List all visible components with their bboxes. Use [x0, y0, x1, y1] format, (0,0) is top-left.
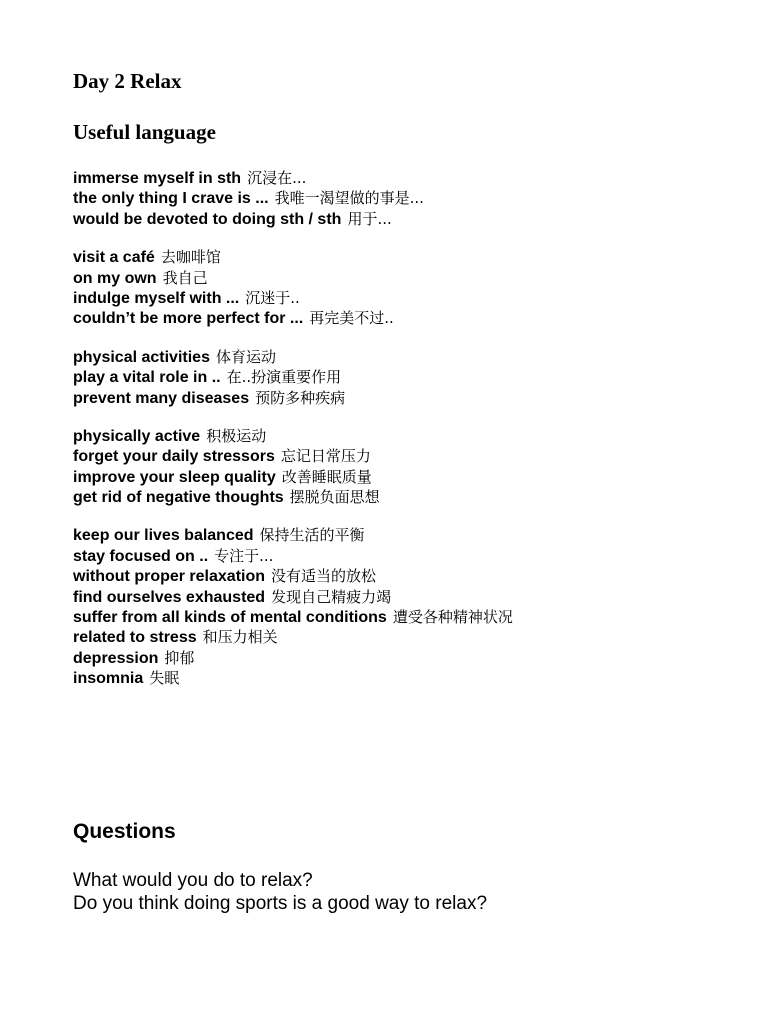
english-phrase: play a vital role in .. [73, 369, 221, 387]
vocabulary-entry [73, 426, 753, 446]
vocabulary-entry [73, 388, 753, 408]
chinese-translation: 沉迷于.. [245, 288, 300, 307]
vocabulary-group [73, 525, 753, 688]
chinese-translation: 预防多种疾病 [255, 388, 346, 407]
chinese-translation: 摆脱负面思想 [289, 488, 380, 507]
chinese-translation: 没有适当的放松 [271, 567, 377, 586]
vocabulary-entry [73, 247, 753, 267]
chinese-translation: 发现自己精疲力竭 [271, 587, 392, 606]
chinese-translation: 积极运动 [206, 426, 267, 445]
english-phrase: depression [73, 649, 159, 667]
vocabulary-entry [73, 648, 753, 668]
english-phrase: keep our lives balanced [73, 527, 254, 545]
vocabulary-entry [73, 347, 753, 367]
vocabulary-entry [73, 487, 753, 507]
english-phrase: insomnia [73, 670, 144, 688]
chinese-translation: 失眠 [149, 669, 180, 688]
english-phrase: forget your daily stressors [73, 448, 275, 466]
chinese-translation: 再完美不过.. [309, 309, 394, 328]
english-phrase: related to stress [73, 629, 197, 647]
questions-list [73, 869, 487, 915]
english-phrase: indulge myself with ... [73, 289, 240, 307]
page-title: Day 2 Relax [73, 69, 182, 93]
english-phrase: physically active [73, 427, 201, 445]
chinese-translation: 改善睡眠质量 [281, 467, 372, 486]
vocabulary-entry [73, 467, 753, 487]
chinese-translation: 在..扮演重要作用 [226, 368, 342, 387]
chinese-translation: 体育运动 [215, 347, 276, 366]
english-phrase: get rid of negative thoughts [73, 489, 284, 507]
english-phrase: prevent many diseases [73, 389, 250, 407]
vocabulary-entry [73, 209, 753, 229]
vocabulary-entry [73, 627, 753, 647]
vocabulary-entry [73, 446, 753, 466]
chinese-translation: 和压力相关 [202, 628, 278, 647]
vocabulary-entry [73, 607, 753, 627]
chinese-translation: 抑郁 [164, 648, 195, 667]
english-phrase: stay focused on .. [73, 547, 209, 565]
english-phrase: on my own [73, 269, 157, 287]
vocabulary-entry [73, 525, 753, 545]
english-phrase: improve your sleep quality [73, 468, 276, 486]
chinese-translation: 遭受各种精神状况 [392, 608, 513, 627]
vocabulary-entry [73, 168, 753, 188]
english-phrase: physical activities [73, 348, 210, 366]
vocabulary-group [73, 426, 753, 508]
section-heading-useful-language: Useful language [73, 120, 216, 144]
question-item: What would you do to relax? [73, 870, 313, 891]
chinese-translation: 忘记日常压力 [280, 447, 371, 466]
english-phrase: immerse myself in sth [73, 170, 242, 187]
vocabulary-entry [73, 288, 753, 308]
chinese-translation: 用于... [347, 209, 392, 228]
chinese-translation: 去咖啡馆 [160, 248, 221, 267]
vocabulary-entry [73, 587, 753, 607]
vocabulary-entry [73, 668, 753, 688]
vocabulary-entry [73, 566, 753, 586]
chinese-translation: 我唯一渴望做的事是... [274, 189, 424, 208]
english-phrase: the only thing I crave is ... [73, 190, 269, 208]
english-phrase: suffer from all kinds of mental conditions [73, 609, 387, 627]
vocabulary-group [73, 347, 753, 408]
question-item: Do you think doing sports is a good way to relax? [73, 893, 488, 914]
vocabulary-entry [73, 308, 753, 328]
english-phrase: couldn’t be more perfect for ... [73, 310, 304, 328]
chinese-translation: 沉浸在... [247, 169, 307, 187]
chinese-translation: 我自己 [162, 268, 208, 287]
vocabulary-entry [73, 268, 753, 288]
vocabulary-entry [73, 188, 753, 208]
chinese-translation: 保持生活的平衡 [259, 526, 365, 545]
vocabulary-group [73, 247, 753, 329]
chinese-translation: 专注于... [214, 546, 274, 565]
vocabulary-group [73, 168, 753, 229]
english-phrase: would be devoted to doing sth / sth [73, 210, 342, 228]
section-heading-questions: Questions [73, 820, 176, 843]
vocabulary-entry [73, 367, 753, 387]
english-phrase: without proper relaxation [73, 568, 266, 586]
english-phrase: find ourselves exhausted [73, 588, 266, 606]
english-phrase: visit a café [73, 249, 155, 267]
vocabulary-list [73, 168, 753, 707]
vocabulary-entry [73, 546, 753, 566]
